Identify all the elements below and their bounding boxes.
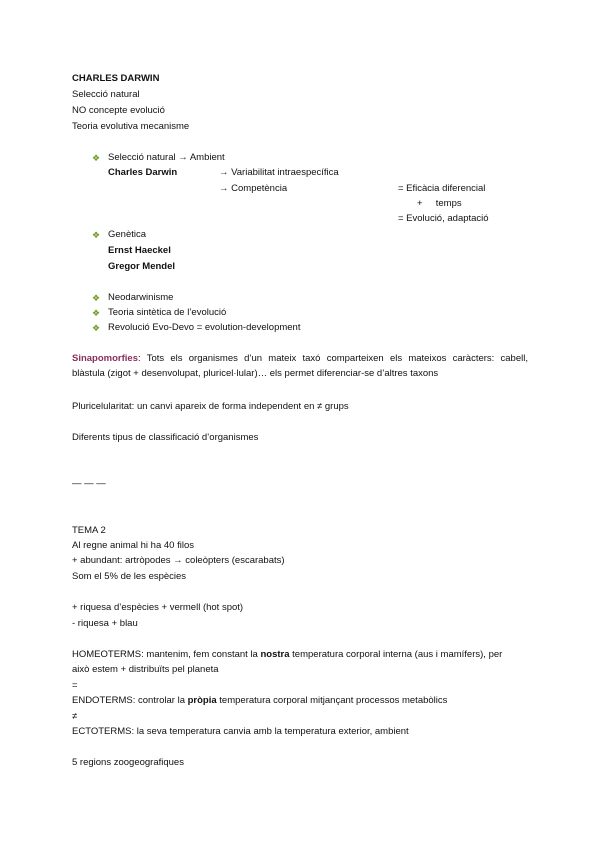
homeoterms-text-a: : mantenim, fem constant la [141,649,261,660]
tema-line-3: Som el 5% de les espècies [72,571,187,582]
ectoterms-term: ECTOTERMS [72,726,132,737]
tema-line-1: Al regne animal hi ha 40 filos [72,540,194,551]
homeoterms-bold: nostra [260,649,290,660]
bullet-icon: ❖ [92,230,101,240]
variabilitat: → Variabilitat intraespecífica [219,167,339,178]
bullet-icon: ❖ [92,293,101,303]
sinapomorfies-text: : Tots els organismes d’un mateix taxó comparteixen els mateixos caràcters: cabell, [138,353,528,364]
tipus-classificacio: Diferents tipus de classificació d’organismes [72,432,259,443]
endoterms-text-a: : controlar la [132,695,188,706]
evo-devo: Revolució Evo-Devo = evolution-development [108,322,301,333]
darwin-line-1: Selecció natural [72,89,140,100]
genetica: Genètica [108,229,147,240]
homeoterms-line-1 [72,649,502,661]
homeoterms-line-2: això estem + distribuïts pel planeta [72,664,219,675]
endoterms-line [72,695,447,707]
endoterms-term: ENDOTERMS [72,695,133,706]
tema-line-4: + riquesa d’espècies + vermell (hot spot) [72,602,244,613]
darwin-line-2: NO concepte evolució [72,105,165,116]
temps: + temps [417,198,462,209]
sinapomorfies-line-2: blàstula (zigot + desenvolupat, pluricel·lular)… els permet diferenciar-se d’altres taxons [72,368,439,379]
darwin-line-3: Teoria evolutiva mecanisme [72,121,190,132]
regions-zoogeografiques: 5 regions zoogeografiques [72,757,184,768]
bullet-icon: ❖ [92,308,101,318]
bullet-icon: ❖ [92,323,101,333]
ectoterms-text: : la seva temperatura canvia amb la temperatura exterior, ambient [131,726,409,737]
endoterms-text-b: temperatura corporal mitjançant processos metabòlics [216,695,448,706]
neodarwinisme: Neodarwinisme [108,292,174,303]
tema-line-5: - riquesa + blau [72,618,138,629]
homeoterms-term: HOMEOTERMS [72,649,142,660]
competencia: → Competència [219,183,288,194]
tema-line-2: + abundant: artròpodes → coleòpters (escarabats) [72,555,285,566]
sinapomorfies-line-1 [72,353,528,365]
equals-sign: = [72,680,78,691]
sinapomorfies-term: Sinapomorfies [72,353,138,364]
ectoterms-line [72,726,409,738]
tema-title: TEMA 2 [72,525,106,536]
divider: — — — [72,478,106,489]
eficacia: = Eficàcia diferencial [398,183,486,194]
not-equal-sign: ≠ [72,711,78,722]
evolucio-adaptacio: = Evolució, adaptació [398,213,489,224]
bullet-icon: ❖ [92,153,101,163]
teoria-sintetica: Teoria sintètica de l’evolució [108,307,227,318]
gregor-mendel: Gregor Mendel [108,261,176,272]
charles-darwin-label: Charles Darwin [108,167,178,178]
seleccio-ambient: Selecció natural → Ambient [108,152,225,163]
homeoterms-text-b: temperatura corporal interna (aus i mamífers), per [289,649,503,660]
darwin-title: CHARLES DARWIN [72,73,160,84]
endoterms-bold: pròpia [187,695,217,706]
pluricelularitat: Pluricelularitat: un canvi apareix de forma independent en ≠ grups [72,401,349,412]
ernst-haeckel: Ernst Haeckel [108,245,171,256]
